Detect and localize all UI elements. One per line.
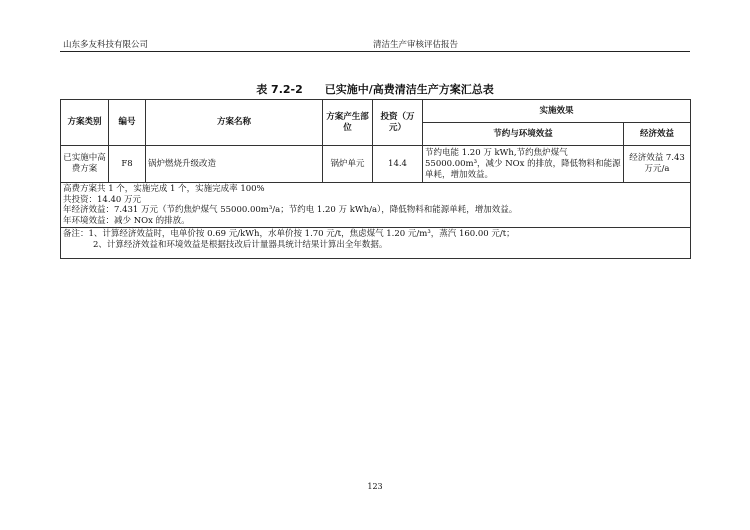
- table-title: 表 7.2-2 已实施中/高费清洁生产方案汇总表: [256, 83, 494, 96]
- cell-name: 锅炉燃烧升级改造: [146, 146, 323, 183]
- summary-line-economic: 年经济效益：7.431 万元（节约焦炉煤气 55000.00m³/a；节约电 1.20 万 kWh/a），降低物料和能源单耗，增加效益。: [63, 205, 518, 215]
- note-1: 备注：1、计算经济效益时，电单价按 0.69 元/kWh，水单价按 1.70 元/t，焦虑煤气 1.20 元/m³，蒸汽 160.00 元/t；: [63, 229, 515, 239]
- cell-department: 锅炉单元: [323, 146, 373, 183]
- column-header-effect: 实施效果: [423, 100, 691, 123]
- header-company: 山东多友科技有限公司: [63, 40, 149, 50]
- summary-line-investment: 共投资：14.40 万元: [63, 194, 142, 205]
- notes-row: [61, 228, 691, 259]
- column-header-econ-benefit: 经济效益: [624, 123, 691, 146]
- summary-line-count: 高费方案共 1 个，实施完成 1 个，实施完成率 100%: [63, 184, 265, 194]
- summary-table: [60, 99, 691, 259]
- cell-investment: 14.4: [373, 146, 423, 183]
- cell-category: 已实施中高费方案: [61, 146, 109, 183]
- cell-code: F8: [109, 146, 146, 183]
- column-header-department: 方案产生部位: [323, 100, 373, 146]
- header-divider: [60, 51, 690, 52]
- column-header-category: 方案类别: [61, 100, 109, 146]
- header-report-title: 清洁生产审核评估报告: [373, 40, 459, 50]
- note-2: 2、计算经济效益和环境效益是根据技改后计量器具统计结果计算出全年数据。: [93, 239, 388, 250]
- cell-env-benefit: 节约电能 1.20 万 kWh,节约焦炉煤气 55000.00m³，减少 NOx 的排放，降低物料和能源单耗，增加效益。: [423, 146, 624, 183]
- column-header-env-benefit: 节约与环境效益: [423, 123, 624, 146]
- page-number: 123: [367, 482, 383, 491]
- column-header-investment: 投资（万元）: [373, 100, 423, 146]
- notes-cell: [61, 228, 691, 259]
- table-row: [61, 146, 691, 183]
- summary-row: [61, 183, 691, 228]
- column-header-name: 方案名称: [146, 100, 323, 146]
- summary-line-environmental: 年环境效益：减少 NOx 的排放。: [63, 215, 190, 226]
- summary-cell: [61, 183, 691, 228]
- cell-econ-benefit: 经济效益 7.43 万元/a: [624, 146, 691, 183]
- column-header-code: 编号: [109, 100, 146, 146]
